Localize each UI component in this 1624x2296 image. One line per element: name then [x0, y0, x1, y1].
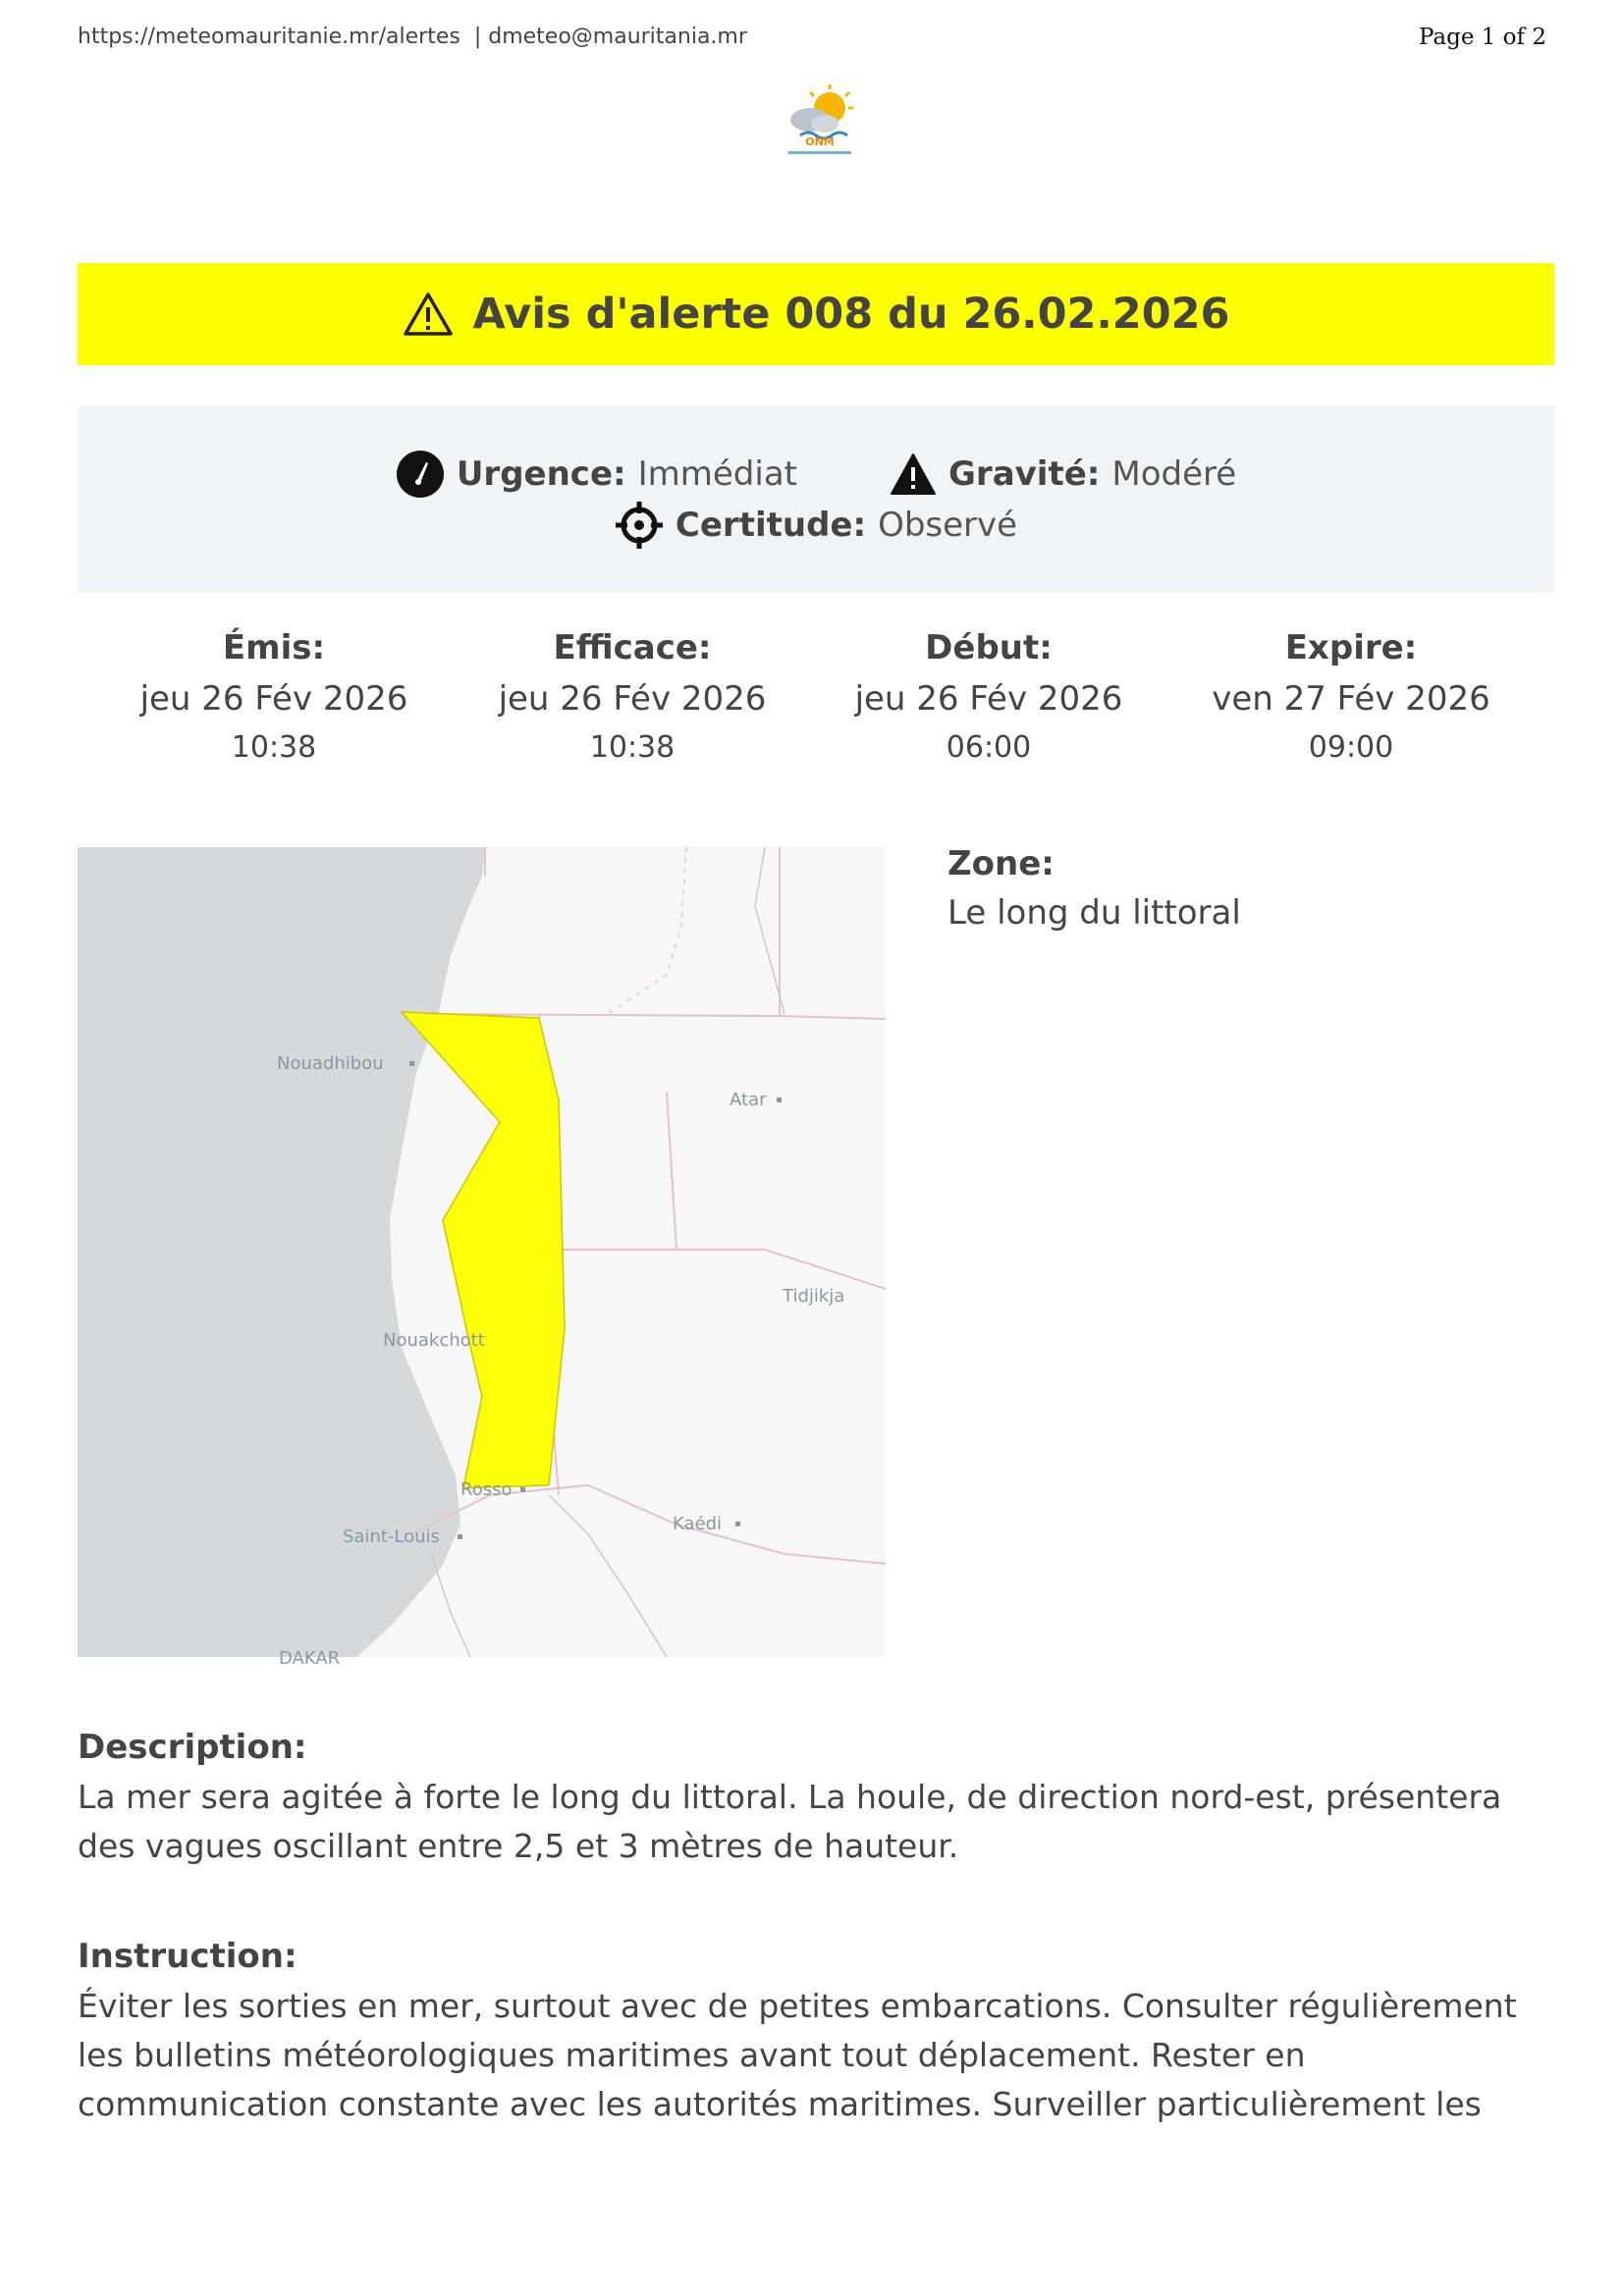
description-label: Description:: [78, 1728, 307, 1767]
severity-item: [890, 453, 1236, 496]
svg-text:ONM: ONM: [805, 135, 835, 148]
zone-value: Le long du littoral: [947, 893, 1241, 933]
crosshair-icon: [615, 501, 664, 550]
zone-label: Zone:: [947, 844, 1055, 883]
header-url-line: https://meteomauritanie.mr/alertes | dmeteo@mauritania.mr: [78, 25, 747, 49]
date-value: jeu 26 Fév 2026: [854, 679, 1123, 719]
city-rosso: Rosso: [460, 1479, 513, 1500]
warning-filled-icon: [890, 453, 937, 496]
alert-meta-box: [78, 406, 1554, 593]
time-value: 10:38: [589, 730, 676, 765]
city-atar: Atar: [730, 1090, 767, 1110]
severity-label: Gravité:: [948, 454, 1101, 494]
date-value: jeu 26 Fév 2026: [498, 679, 767, 719]
date-effective: [436, 628, 829, 765]
city-nouakchott: Nouakchott: [383, 1330, 485, 1351]
gauge-icon: [396, 450, 445, 499]
severity-value: Modéré: [1111, 454, 1237, 494]
alert-dates: [78, 628, 1554, 775]
urgency-value: Immédiat: [637, 454, 798, 494]
certainty-value: Observé: [878, 506, 1018, 545]
date-onset: [792, 628, 1185, 765]
date-label: Expire:: [1284, 628, 1418, 667]
urgency-label: Urgence:: [456, 454, 626, 494]
date-label: Efficace:: [553, 628, 712, 667]
time-value: 06:00: [946, 730, 1032, 765]
city-kaedi: Kaédi: [673, 1514, 723, 1534]
alert-title-banner: [78, 263, 1554, 365]
page-number: Page 1 of 2: [1418, 25, 1546, 50]
urgency-item: [396, 450, 797, 499]
date-issued: [78, 628, 470, 765]
alert-title: Avis d'alerte 008 du 26.02.2026: [472, 290, 1230, 339]
date-value: ven 27 Fév 2026: [1212, 679, 1490, 719]
date-label: Émis:: [222, 628, 326, 667]
instruction-text: Éviter les sorties en mer, surtout avec de petites embarcations. Consulter régulièrement les bulletins météorologiques maritimes avant tout déplacement. Rester en communication constante avec les autorités maritimes. Surveiller particulièrement les: [78, 1987, 1517, 2123]
warning-icon: [403, 291, 454, 338]
date-label: Début:: [925, 628, 1053, 667]
certainty-label: Certitude:: [675, 506, 867, 545]
date-value: jeu 26 Fév 2026: [139, 679, 408, 719]
certainty-item: [615, 501, 1017, 550]
time-value: 10:38: [231, 730, 317, 765]
city-nouadhibou: Nouadhibou: [277, 1053, 384, 1074]
description-text: La mer sera agitée à forte le long du littoral. La houle, de direction nord-est, présentera des vagues oscillant entre 2,5 et 3 mètres de hauteur.: [78, 1778, 1502, 1865]
time-value: 09:00: [1308, 730, 1394, 765]
onm-logo: [771, 79, 869, 169]
city-tidjikja: Tidjikja: [783, 1286, 845, 1307]
instruction-label: Instruction:: [78, 1937, 298, 1976]
city-saint-louis: Saint-Louis: [343, 1526, 440, 1547]
alert-zone-map: [78, 847, 886, 1669]
city-dakar: DAKAR: [279, 1648, 341, 1669]
date-expires: [1155, 628, 1547, 765]
